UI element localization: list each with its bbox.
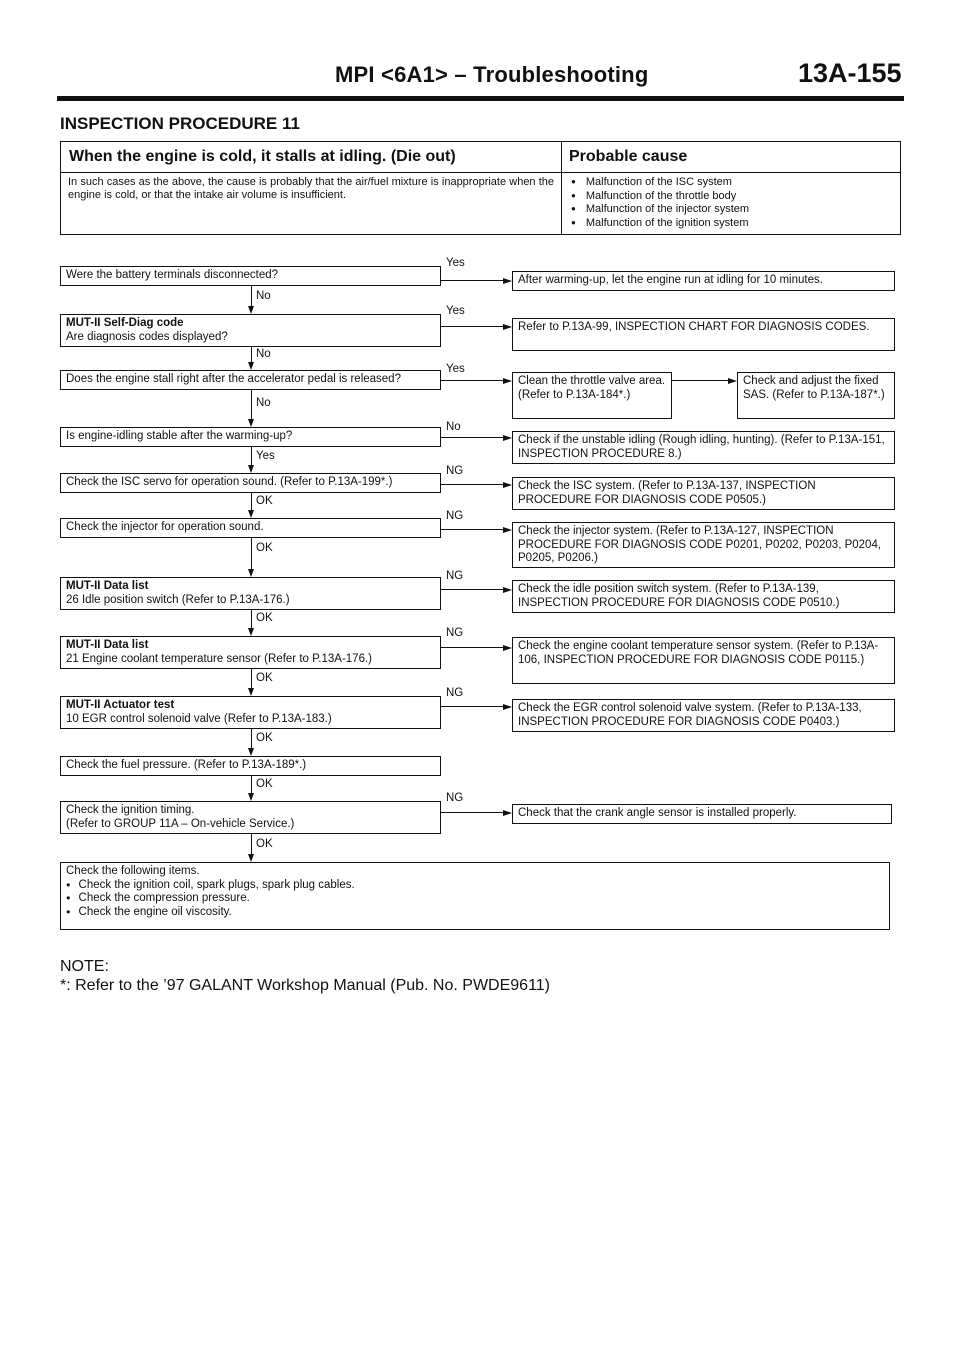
flow-step-fuel-pressure [60, 756, 441, 776]
flow-step-text: Were the battery terminals disconnected? [66, 269, 279, 281]
flow-label-branch: NG [446, 687, 464, 699]
flow-step-text: Is engine-idling stable after the warming-up? [66, 430, 293, 442]
flow-label-branch: Yes [446, 257, 465, 269]
note-label: NOTE: [60, 958, 109, 975]
flow-label-branch: Yes [446, 363, 465, 375]
flow-connector-down [251, 286, 252, 306]
summary-header-rule [61, 172, 900, 173]
flow-step-battery [60, 266, 441, 286]
arrow-right-icon [503, 645, 512, 651]
flow-step-title: MUT-II Self-Diag code [66, 317, 184, 329]
flow-connector-down [251, 493, 252, 510]
arrow-down-icon [248, 793, 254, 801]
flow-step-text: Check the ignition timing. [66, 804, 195, 816]
final-checks-heading: Check the following items. [66, 865, 200, 877]
arrow-right-icon [503, 527, 512, 533]
flow-label-branch: NG [446, 627, 464, 639]
flow-result-idle-switch-system [512, 580, 895, 613]
probable-cause-item: ● Malfunction of the injector system [571, 203, 891, 217]
flow-result-text: Check the injector system. (Refer to P.13A-127, INSPECTION PROCEDURE FOR DIAGNOSIS CODE P0201, P0202, P0203, P0204, P0205, P0206.) [518, 525, 882, 564]
flow-label-down: OK [256, 612, 273, 624]
flow-connector-right [441, 647, 503, 648]
flow-final-checks [60, 862, 890, 930]
flow-result-text: Check that the crank angle sensor is installed properly. [518, 807, 797, 819]
flow-step-idling-stable [60, 427, 441, 447]
flow-result-clean-throttle [512, 372, 672, 419]
flow-step-text: Check the ISC servo for operation sound. (Refer to P.13A-199*.) [66, 476, 393, 488]
arrow-right-icon [503, 704, 512, 710]
flow-result-text: Check the EGR control solenoid valve system. (Refer to P.13A-133, INSPECTION PROCEDURE FOR DIAGNOSIS CODE P0403.) [518, 702, 862, 728]
arrow-right-icon [728, 378, 737, 384]
flow-connector-down [251, 669, 252, 688]
flow-connector-right [672, 380, 728, 381]
flow-label-down: OK [256, 672, 273, 684]
flow-connector-down [251, 390, 252, 419]
probable-cause-item: ● Malfunction of the throttle body [571, 190, 891, 204]
flow-label-down: OK [256, 732, 273, 744]
flow-label-branch: No [446, 421, 461, 433]
flow-label-branch: NG [446, 465, 464, 477]
arrow-down-icon [248, 510, 254, 518]
arrow-right-icon [503, 278, 512, 284]
flow-connector-right [441, 589, 503, 590]
flow-label-down: OK [256, 495, 273, 507]
arrow-right-icon [503, 435, 512, 441]
arrow-down-icon [248, 362, 254, 370]
flow-step-text: (Refer to GROUP 11A – On-vehicle Service.) [66, 817, 295, 830]
flow-step-title: MUT-II Data list [66, 580, 149, 592]
flow-step-idle-switch [60, 577, 441, 610]
final-check-item: ● Check the compression pressure. [66, 892, 884, 906]
flow-label-down: No [256, 348, 271, 360]
procedure-title: INSPECTION PROCEDURE 11 [60, 114, 300, 133]
arrow-down-icon [248, 569, 254, 577]
flow-result-text: After warming-up, let the engine run at idling for 10 minutes. [518, 274, 823, 286]
flow-step-text: Does the engine stall right after the accelerator pedal is released? [66, 373, 401, 385]
flow-label-down: OK [256, 778, 273, 790]
flow-connector-right [441, 812, 503, 813]
probable-cause-heading: Probable cause [569, 148, 688, 165]
flow-step-text: 21 Engine coolant temperature sensor (Refer to P.13A-176.) [66, 652, 372, 665]
arrow-down-icon [248, 419, 254, 427]
flow-connector-down [251, 610, 252, 628]
arrow-right-icon [503, 810, 512, 816]
flow-step-text: Are diagnosis codes displayed? [66, 330, 228, 343]
flow-result-text: Clean the throttle valve area. (Refer to P.13A-184*.) [518, 375, 666, 401]
flow-result-unstable-idling [512, 431, 895, 464]
flow-step-title: MUT-II Data list [66, 639, 149, 651]
flow-label-down: OK [256, 542, 273, 554]
flow-result-isc-system [512, 477, 895, 510]
flow-step-accelerator [60, 370, 441, 390]
flow-connector-down [251, 729, 252, 748]
flow-result-text: Check the idle position switch system. (Refer to P.13A-139, INSPECTION PROCEDURE FOR DIAGNOSIS CODE P0510.) [518, 583, 840, 609]
flow-connector-right [441, 280, 503, 281]
flow-label-down: Yes [256, 450, 275, 462]
flow-result-injector-system [512, 522, 895, 568]
flow-connector-down [251, 447, 252, 465]
page-number: 13A-155 [798, 58, 902, 88]
arrow-down-icon [248, 628, 254, 636]
flow-label-branch: NG [446, 570, 464, 582]
page-section-title: MPI <6A1> – Troubleshooting [335, 62, 649, 87]
summary-divider [561, 142, 562, 234]
arrow-right-icon [503, 324, 512, 330]
flow-step-title: MUT-II Actuator test [66, 699, 175, 711]
final-check-item: ● Check the engine oil viscosity. [66, 906, 884, 920]
flow-result-text: Refer to P.13A-99, INSPECTION CHART FOR DIAGNOSIS CODES. [518, 321, 870, 333]
flow-connector-right [441, 326, 503, 327]
flow-label-down: No [256, 290, 271, 302]
flow-result-text: Check the engine coolant temperature sensor system. (Refer to P.13A-106, INSPECTION PROCEDURE FOR DIAGNOSIS CODE P0115.) [518, 640, 879, 666]
probable-cause-item: ● Malfunction of the ignition system [571, 217, 891, 231]
flow-step-self-diag [60, 314, 441, 347]
flow-step-isc-servo [60, 473, 441, 493]
arrow-down-icon [248, 306, 254, 314]
arrow-right-icon [503, 587, 512, 593]
flow-connector-down [251, 776, 252, 793]
flow-step-text: Check the injector for operation sound. [66, 521, 264, 533]
arrow-down-icon [248, 748, 254, 756]
final-checks-list [66, 879, 884, 920]
flow-label-branch: NG [446, 792, 464, 804]
symptom-description: In such cases as the above, the cause is probably that the air/fuel mixture is inappropriate when the engine is cold, or that the intake air volume is insufficient. [68, 176, 554, 201]
flow-step-ignition-timing [60, 801, 441, 834]
note-reference: *: Refer to the ’97 GALANT Workshop Manual (Pub. No. PWDE9611) [60, 977, 550, 994]
flow-step-coolant-sensor [60, 636, 441, 669]
flow-label-branch: NG [446, 510, 464, 522]
arrow-down-icon [248, 465, 254, 473]
flow-result-warm-up [512, 271, 895, 291]
flow-result-coolant-system [512, 637, 895, 684]
flow-step-text: Check the fuel pressure. (Refer to P.13A-189*.) [66, 759, 307, 771]
summary-table [60, 141, 901, 235]
probable-cause-item: ● Malfunction of the ISC system [571, 176, 891, 190]
flow-connector-right [441, 706, 503, 707]
flow-result-egr-system [512, 699, 895, 732]
flow-connector-right [441, 380, 503, 381]
flow-connector-down [251, 347, 252, 362]
header-rule [57, 96, 904, 101]
flow-label-down: OK [256, 838, 273, 850]
flow-result-text: Check and adjust the fixed SAS. (Refer to P.13A-187*.) [743, 375, 885, 401]
arrow-down-icon [248, 688, 254, 696]
flow-step-injector [60, 518, 441, 538]
flow-result-text: Check the ISC system. (Refer to P.13A-137, INSPECTION PROCEDURE FOR DIAGNOSIS CODE P0505.) [518, 480, 816, 506]
flow-label-branch: Yes [446, 305, 465, 317]
flow-connector-right [441, 529, 503, 530]
flow-label-down: No [256, 397, 271, 409]
probable-cause-list [571, 176, 891, 230]
arrow-right-icon [503, 482, 512, 488]
flow-result-adjust-sas [737, 372, 895, 419]
flow-connector-down [251, 834, 252, 854]
symptom-heading: When the engine is cold, it stalls at idling. (Die out) [69, 148, 456, 165]
flow-result-diag-chart [512, 318, 895, 351]
flow-connector-right [441, 484, 503, 485]
flow-connector-down [251, 538, 252, 569]
flow-result-text: Check if the unstable idling (Rough idling, hunting). (Refer to P.13A-151, INSPECTION PROCEDURE 8.) [518, 434, 885, 460]
flow-result-crank-sensor [512, 804, 892, 824]
final-check-item: ● Check the ignition coil, spark plugs, spark plug cables. [66, 879, 884, 893]
arrow-right-icon [503, 378, 512, 384]
flow-step-text: 26 Idle position switch (Refer to P.13A-176.) [66, 593, 290, 606]
flow-step-text: 10 EGR control solenoid valve (Refer to P.13A-183.) [66, 712, 332, 725]
flow-step-egr-valve [60, 696, 441, 729]
flow-connector-right [441, 437, 503, 438]
arrow-down-icon [248, 854, 254, 862]
